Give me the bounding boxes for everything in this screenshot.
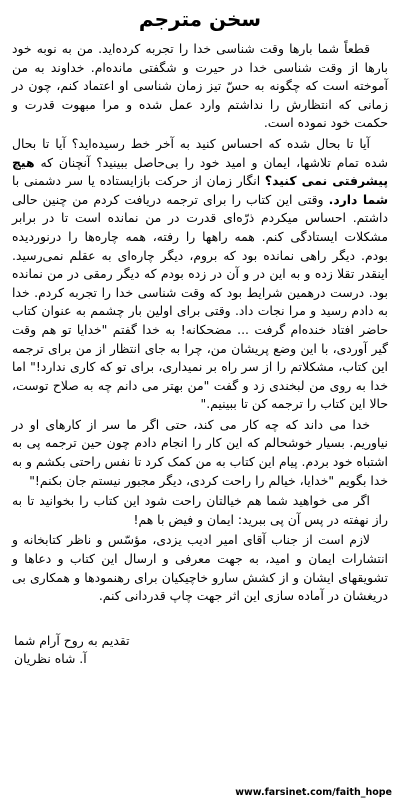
paragraph-text: وقتی این کتاب را برای ترجمه دریافت کردم من چنین حالی داشتم. احساس میکردم ذرّه‌ای قدرت در من نمانده است تا در برابر مشکلات ایستادگی کنم. همه راهها را رفته، همه چاره‌ها را درنوردیده بودم. دیگر راهی نمانده بود که بروم، دیگر چاره‌ای به عقلم نمی‌رسید. اینقدر تقلا زده و به این در و آن در زده بودم که دیگر رمقی در من نمانده بود. درست درهمین شرایط بود که وقت شناسی خدا را تجربه کردم. خدا به دادم رسید و مرا نجات داد. وقتی برای اولین بار چشمم به عنوان کتاب حاضر افتاد خنده‌ام گرفت ... مضحکانه! به خدا گفتم "خدایا تو هم وقت گیر آوردی، با این وضع پریشان من، چرا به جای انتظار از من برای ترجمه این کتاب، مشکلاتم را از سر راه بر نمیداری، برای تو که کاری ندارد!" اما خدا به روی من لبخندی زد و گفت "من بهتر می دانم چه به صلاح توست، حالا این کتاب را ترجمه کن تا ببینیم."	[12, 191, 388, 412]
paragraph	[12, 40, 388, 133]
paragraph-text: قطعاً شما بارها وقت شناسی خدا را تجربه کرده‌اید. من به نوبه خود بارها از وقت شناسی خدا در حیرت و شگفتی مانده‌ام. خداوند به من آموخته است که چگونه به حسّ تیز زمان شناسی او اعتماد کنم، چون در زمانی که انتظارش را نداشتم وارد عمل شده و مرا مبهوت قدرت و حکمت خود نموده است.	[12, 41, 388, 131]
paragraph	[12, 135, 388, 414]
translator-name: آ. شاه نظریان	[14, 650, 87, 666]
paragraph-text: لازم است از جناب آقای امیر ادیب یزدی، مؤسّس و ناظر کتابخانه و انتشارات ایمان و امید، به جهت معرفی و ارسال این کتاب و دعاها و تشویقهای ایشان و از کشش سارو خاچیکیان برای رهنمودها و همکاری بی دریغشان در آماده سازی این اثر جهت چاپ قدردانی کنم.	[12, 532, 388, 604]
paragraph-text: آیا تا بحال شده که احساس کنید به آخر خط رسیده‌اید؟ آیا تا بحال شده تمام تلاشها، ایمان و امید خود را بی‌حاصل ببینید؟ آنچنان که	[12, 135, 388, 170]
document-title: سخن مترجم	[138, 7, 262, 31]
paragraph	[12, 531, 388, 605]
emphasized-text: هیچ پیشرفتی نمی کنید؟	[12, 154, 388, 189]
dedication-line: تقدیم به روح آرام شما	[14, 632, 130, 648]
paragraph-text: خدا می داند که چه کار می کند، حتی اگر ما سر از کارهای او در نیاوریم. بسیار خوشحالم که این کار را انجام دادم چون حین ترجمه پی به اشتباه خود بردم. پیام این کتاب به من کمک کرد تا نفس راحتی بکشم و به خدا بگویم "خدایا، خیالم را راحت کردی، دیگر مجبور نیستم جان بکنم!"	[12, 416, 388, 488]
paragraph	[12, 492, 388, 529]
paragraph-text: اگر می خواهید شما هم خیالتان راحت شود این کتاب را بخوانید تا به راز نهفته در پس آن پی ببرید: ایمان و فیض با هم!	[12, 493, 388, 527]
document-body	[12, 40, 388, 606]
emphasized-text: شما دارد.	[328, 191, 388, 207]
paragraph	[12, 416, 388, 490]
footer-url: www.farsinet.com/faith_hope	[235, 787, 392, 798]
paragraph-text: انگار زمان از حرکت بازایستاده یا سر دشمنی با	[12, 173, 265, 189]
signature-block	[12, 632, 388, 668]
